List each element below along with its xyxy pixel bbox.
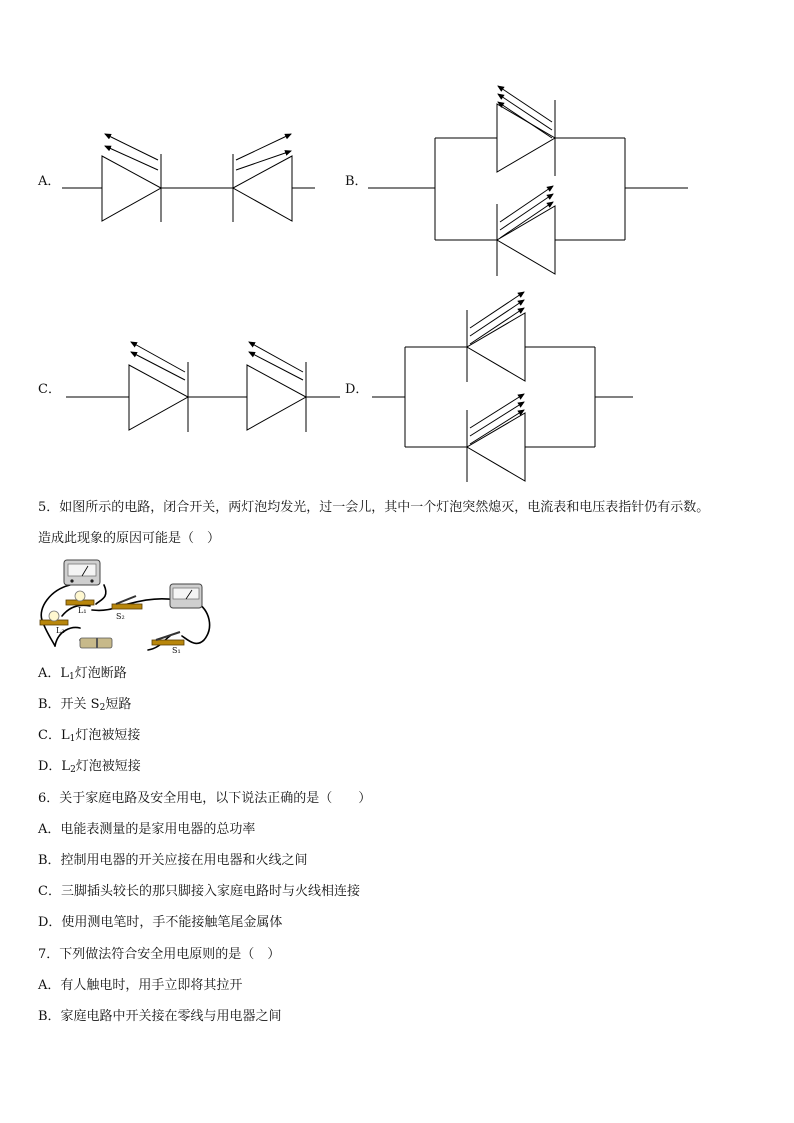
q5-option-b: B．开关 $S_2$短路 <box>38 697 132 713</box>
q5-stem-line1: 5．如图所示的电路，闭合开关，两灯泡均发光，过一会儿，其中一个灯泡突然熄灭，电流表和电压表指针仍有示数。 <box>38 500 710 515</box>
q5-option-a: A．$L_1$灯泡断路 <box>38 666 127 682</box>
q6-option-a: A．电能表测量的是家用电器的总功率 <box>38 822 256 837</box>
q5-option-d: D．$L_2$灯泡被短接 <box>38 759 141 775</box>
figure-c-label: C． <box>38 382 61 397</box>
q6-option-d: D．使用测电笔时，手不能接触笔尾金属体 <box>38 915 283 930</box>
figure-b-label: B． <box>345 174 368 189</box>
switch-s2-icon <box>112 596 142 609</box>
q5-option-c: C．$L_1$灯泡被短接 <box>38 728 141 744</box>
q7-option-a: A．有人触电时，用手立即将其拉开 <box>38 978 243 993</box>
q5-stem-line2: 造成此现象的原因可能是（ ） <box>38 531 221 546</box>
label-l2: L₂ <box>56 626 65 635</box>
figure-d-label: D． <box>345 382 369 397</box>
lamp-l1-icon <box>66 591 94 605</box>
label-s2: S₂ <box>116 612 125 621</box>
label-s1: S₁ <box>172 646 181 655</box>
q7-option-b: B．家庭电路中开关接在零线与用电器之间 <box>38 1009 282 1024</box>
voltmeter-icon <box>170 584 202 608</box>
q6-option-c: C．三脚插头较长的那只脚接入家庭电路时与火线相连接 <box>38 884 360 899</box>
label-l1: L₁ <box>78 606 87 615</box>
ammeter-icon <box>64 560 100 585</box>
battery-icon <box>80 638 112 648</box>
q7-stem: 7．下列做法符合安全用电原则的是（ ） <box>38 947 281 962</box>
figure-a-label: A． <box>38 174 61 189</box>
q6-stem: 6．关于家庭电路及安全用电，以下说法正确的是（ ） <box>38 791 372 806</box>
q6-option-b: B．控制用电器的开关应接在用电器和火线之间 <box>38 853 308 868</box>
